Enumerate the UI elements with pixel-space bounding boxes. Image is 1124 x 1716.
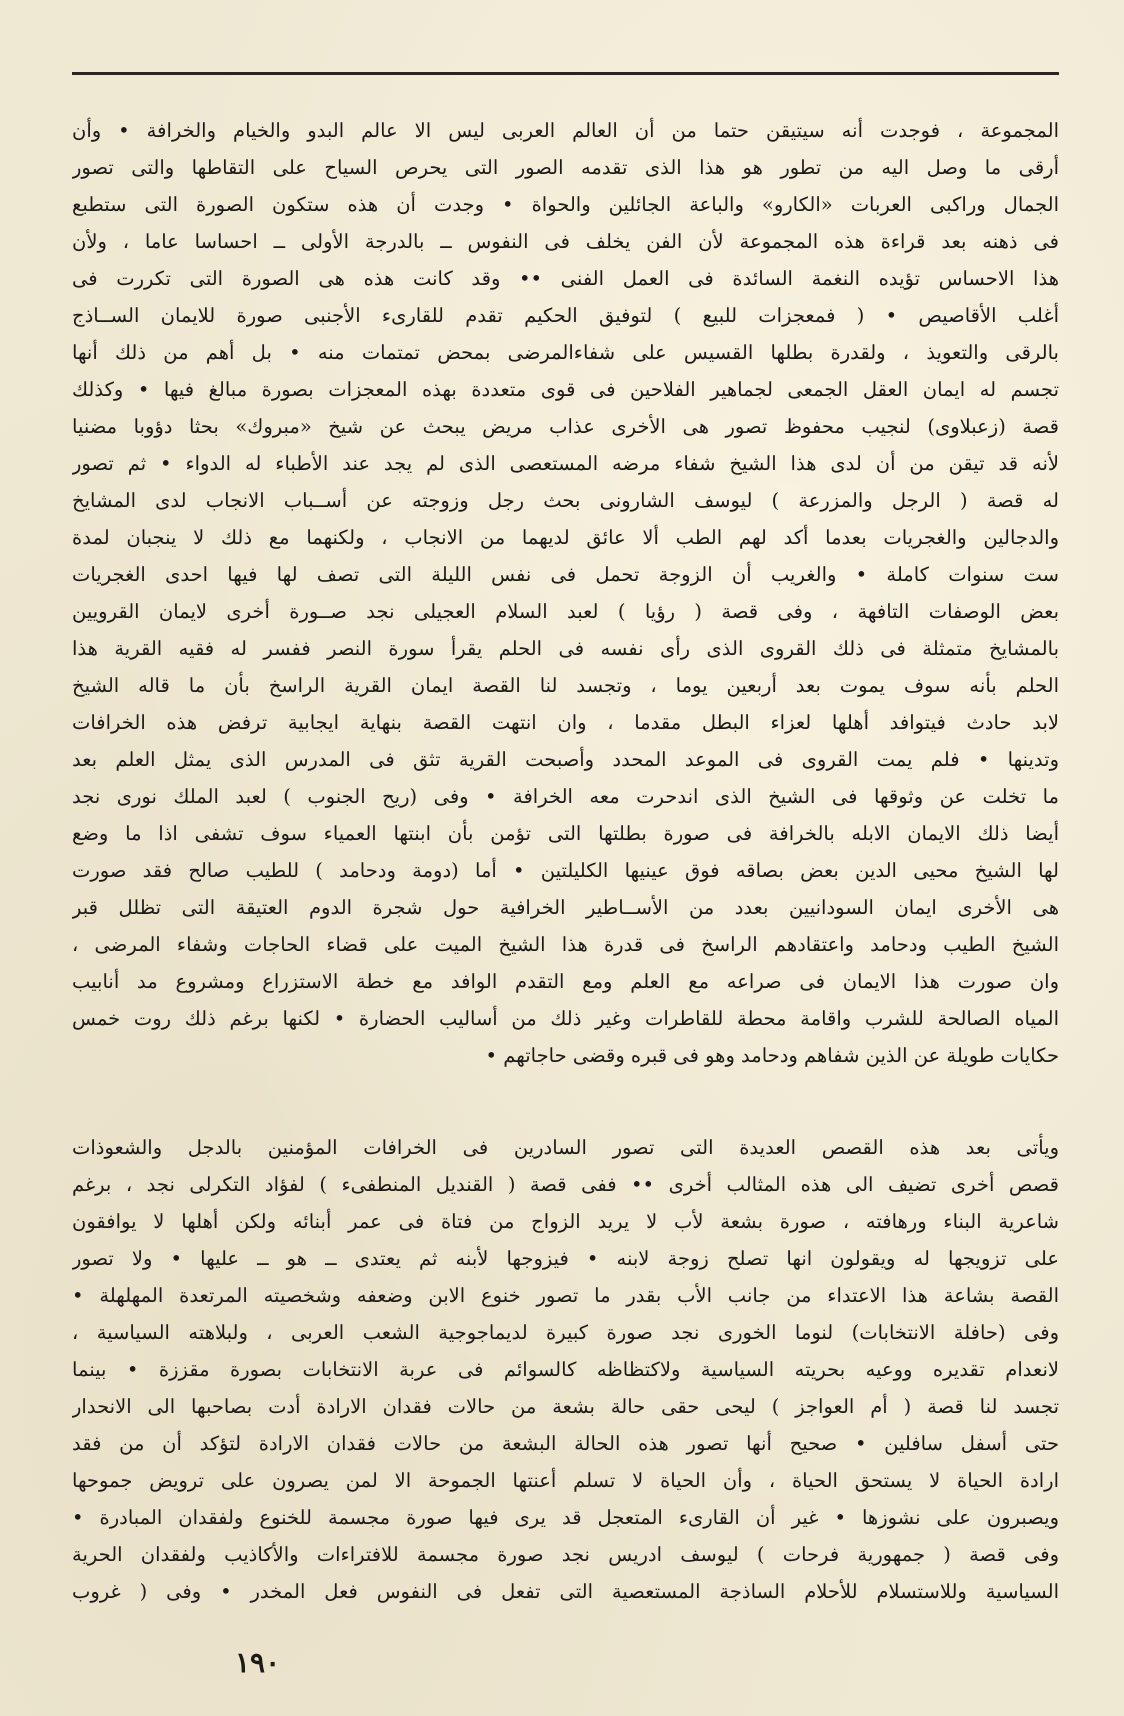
paragraph-2 (72, 1129, 1059, 1610)
text-line: أرقى ما وصل اليه من تطور هو هذا الذى تقدمه الصور التى يحرص السياح على التقاطها والتى تصور (72, 156, 1059, 179)
text-line: هذا الاحساس تؤيده النغمة السائدة فى العمل الفنى •• وقد كانت هذه هى الصورة التى تكررت فى (72, 267, 1059, 290)
header-rule (72, 72, 1059, 75)
text-line: له قصة ( الرجل والمزرعة ) ليوسف الشارونى بحث رجل وزوجته عن أســباب الانجاب لدى المشايخ (72, 489, 1059, 512)
text-line: حتى أسفل سافلين • صحيح أنها تصور هذه الحالة البشعة من حالات فقدان الارادة لتؤكد أن من فقد (72, 1432, 1059, 1455)
page-number: ١٩٠ (235, 1646, 281, 1679)
text-line: المجموعة ، فوجدت أنه سيتيقن حتما من أن العالم العربى ليس الا عالم البدو والخيام والخرافة • وأن (72, 119, 1059, 142)
text-line: ويصبرون على نشوزها • غير أن القارىء المتعجل قد يرى فيها صورة مجسمة للخنوع ولفقدان المبادرة • (72, 1506, 1059, 1529)
text-line: لابد حادث فيتوافد أهلها لعزاء البطل مقدما ، وان انتهت القصة بنهاية ايجابية ترفض هذه الخرافات (72, 711, 1059, 734)
text-line: السياسية وللاستسلام للأحلام الساذجة المستعصية التى تفعل فى النفوس فعل المخدر • وفى ( غروب (72, 1580, 1059, 1603)
text-line: والدجالين والغجريات بعدما أكد لهم الطب ألا عائق لديهما من الانجاب ، ولكنهما مع ذلك لا ينجبان لمدة (72, 526, 1059, 549)
text-line: بعض الوصفات التافهة ، وفى قصة ( رؤيا ) لعبد السلام العجيلى نجد صــورة أخرى لايمان القرويين (72, 600, 1059, 623)
text-line: قصص أخرى تضيف الى هذه المثالب أخرى •• ففى قصة ( القنديل المنطفىء ) لفؤاد التكرلى نجد ، برغم (72, 1173, 1059, 1196)
text-line: الجمال وراكبى العربات «الكارو» والباعة الجائلين والحواة • وجدت أن هذه ستكون الصورة التى ستطبع (72, 193, 1059, 216)
text-line: المياه الصالحة للشرب واقامة محطة للقاطرات وغير ذلك من أساليب الحضارة • لكنها برغم ذلك روت خمس (72, 1007, 1059, 1030)
text-line: شاعرية البناء ورهافته ، صورة بشعة لأب لا يريد الزواج من فتاة فى عمر أبنائه ولكن أهلها لا يوافقون (72, 1210, 1059, 1233)
text-line: على تزويجها له ويقولون انها تصلح زوجة لابنه • فيزوجها لأبنه ثم يعتدى ــ هو ــ عليها • ولا تصور (72, 1247, 1059, 1270)
text-line: قصة (زعبلاوى) لنجيب محفوظ تصور هى الأخرى عذاب مريض يبحث عن شيخ «مبروك» بحثا دؤوبا مضنيا (72, 415, 1059, 438)
text-line: هى الأخرى ايمان السودانيين بعدد من الأســاطير الخرافية حول شجرة الدوم العتيقة التى تظلل قبر (72, 896, 1059, 919)
text-line: ما تخلت عن وثوقها فى الشيخ الذى اندحرت معه الخرافة • وفى (ريح الجنوب ) لعبد الملك نورى نجد (72, 785, 1059, 808)
text-line: وتدينها • فلم يمت القروى فى الموعد المحدد وأصبحت القرية تثق فى المدرس الذى يمثل العلم بعد (72, 748, 1059, 771)
text-line: وفى قصة ( جمهورية فرحات ) ليوسف ادريس نجد صورة مجسمة للافتراءات والأكاذيب ولفقدان الحرية (72, 1543, 1059, 1566)
text-line: وان صورت هذا الايمان فى صراعه مع العلم ومع التقدم الوافد مع خطة الاستزراع ومشروع مد أنابيب (72, 970, 1059, 993)
text-line: ست سنوات كاملة • والغريب أن الزوجة تحمل فى نفس الليلة التى تصف لها فيها احدى الغجريات (72, 563, 1059, 586)
text-line: حكايات طويلة عن الذين شفاهم ودحامد وهو فى قبره وقضى حاجاتهم • (485, 1044, 1059, 1067)
text-line: أغلب الأقاصيص • ( فمعجزات للبيع ) لتوفيق الحكيم تقدم للقارىء الأجنبى صورة للايمان الســاذج (72, 304, 1059, 327)
text-line: فى ذهنه بعد قراءة هذه المجموعة لأن الفن يخلف فى النفوس ــ بالدرجة الأولى ــ احساسا عاما ، ولأن (72, 230, 1059, 253)
text-line: لانعدام تقديره ووعيه بحريته السياسية ولاكتظاظه كالسوائم فى عربة الانتخابات بصورة مقززة • بينما (72, 1358, 1059, 1381)
text-line: بالرقى والتعويذ ، ولقدرة بطلها القسيس على شفاءالمرضى بمحض تمتمات منه • بل أهم من ذلك أنها (72, 341, 1059, 364)
text-line: الشيخ الطيب ودحامد واعتقادهم الراسخ فى قدرة هذا الشيخ الميت على قضاء الحاجات وشفاء المرضى ، (72, 933, 1059, 956)
text-line: تجسم له ايمان العقل الجمعى لجماهير الفلاحين فى قوى متعددة بهذه المعجزات بصورة مبالغ فيها • وكذلك (72, 378, 1059, 401)
text-line: ارادة الحياة لا يستحق الحياة ، وأن الحياة لا تسلم أعنتها الجموحة الا لمن يصرون على ترويض جموحها (72, 1469, 1059, 1492)
text-line: الحلم بأنه سوف يموت بعد أربعين يوما ، وتجسد لنا القصة ايمان القرية الراسخ بأن ما قاله الشيخ (72, 674, 1059, 697)
paragraph-1 (72, 112, 1059, 1074)
text-line: وفى (حافلة الانتخابات) لنوما الخورى نجد صورة كبيرة لديماجوجية الشعب العربى ، ولبلاهته السياسية ، (72, 1321, 1059, 1344)
text-line: تجسد لنا قصة ( أم العواجز ) ليحى حقى حالة بشعة من حالات فقدان الارادة أدت بصاحبها الى الانحدار (72, 1395, 1059, 1418)
text-line: بالمشايخ متمثلة فى ذلك القروى الذى رأى نفسه فى الحلم يقرأ سورة النصر ففسر له فقيه القرية هذا (72, 637, 1059, 660)
text-line: لها الشيخ محيى الدين بعض بصاقه فوق عينيها الكليلتين • أما (دومة ودحامد ) للطيب صالح فقد صورت (72, 859, 1059, 882)
text-line: أيضا ذلك الايمان الابله بالخرافة فى صورة بطلتها التى تؤمن بأن ابنتها العمياء سوف تشفى اذا ما وضع (72, 822, 1059, 845)
text-line: القصة بشاعة هذا الاعتداء من جانب الأب بقدر ما تصور خنوع الابن وضعفه وشخصيته المرتعدة المهلهلة • (72, 1284, 1059, 1307)
text-line: لأنه قد تيقن من أن لدى هذا الشيخ شفاء مرضه المستعصى الذى لم يجد عند الأطباء له الدواء • ثم تصور (72, 452, 1059, 475)
text-line: ويأتى بعد هذه القصص العديدة التى تصور السادرين فى الخرافات المؤمنين بالدجل والشعوذات (72, 1136, 1059, 1159)
